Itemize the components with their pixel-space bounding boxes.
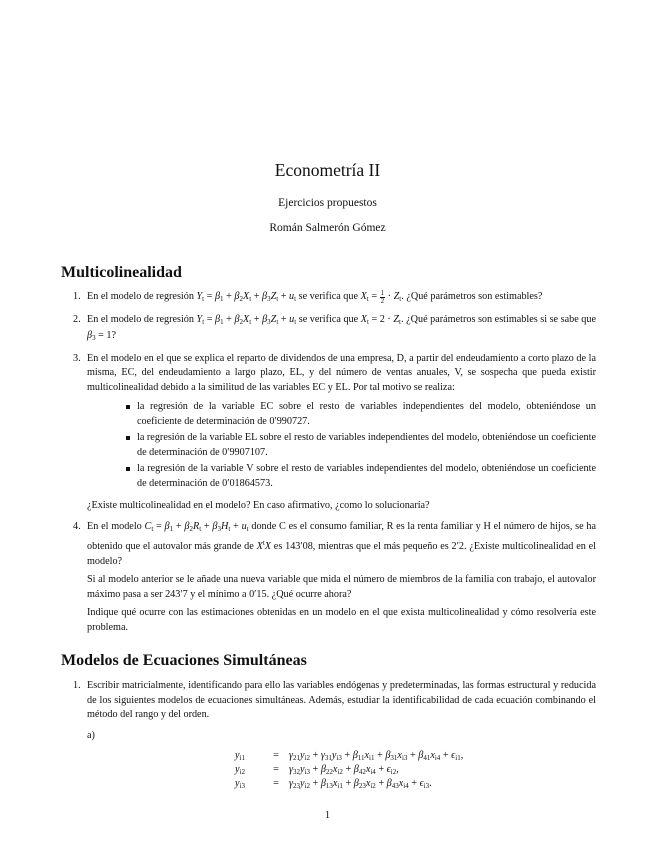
exercise-item [61,520,596,636]
bullet-square-icon [126,436,130,440]
equation-system [235,749,635,791]
exercise-item [61,313,596,346]
ecuaciones-list [61,679,596,797]
consumption-equation: $C_t = \beta_1 + \beta_2R_t + \beta_3H_t + u_t$ [144,520,249,533]
equation-row: $y_{i3}$ = $\gamma_{23}y_{i2} + \beta_{13}x_{i1} + \beta_{23}x_{i2} + \beta_{43}x_{i4} + \epsilon_{i3}$. [235,778,432,790]
document-author: Román Salmerón Gómez [269,222,386,234]
bullet-square-icon [126,405,130,409]
exercise-text: En el modelo de regresión $Y_t = \beta_1 + \beta_2X_t + \beta_3Z_t + u_t$ se verifica que $X_t = 2 \cdot Z_t$. ¿Qué parámetros son estimables si se sabe que $\beta_3 = 1$? [87,313,596,342]
item-number: 1. [73,680,81,691]
document-title: Econometría II [274,160,381,180]
exercise-followup: Indique qué ocurre con las estimaciones obtenidas en un modelo en el que exista multicolinealidad y cómo resolvería este problema. [87,607,596,633]
item-number: 2. [73,313,81,325]
document-subtitle: Ejercicios propuestos [278,197,377,209]
item-number: 3. [73,352,81,364]
exercise-text: Escribir matricialmente, identificando para ello las variables endógenas y predeterminadas, las formas estructural y reducida de los siguientes modelos de ecuaciones simultáneas. Además, estudiar la identificabilidad de cada ecuación combinando el método del rango y del orden. [87,680,596,720]
bullet-item: la regresión de la variable V sobre el resto de variables independientes del modelo, obteniéndose un coeficiente de determinación de 0′01864573. [113,462,596,491]
regression-equation: $Y_t = \beta_1 + \beta_2X_t + \beta_3Z_t + u_t$ [196,313,297,326]
item-number: 4. [73,520,81,532]
exercise-text: En el modelo en el que se explica el reparto de dividendos de una empresa, D, a partir del endeudamiento a corto plazo de la misma, EC, del endeudamiento a largo plazo, EL, y del número de ventas anuales, V, se sospecha que pueda existir multicolinealidad debido a la similitud de las variables EC y EL. Por tal motivo se realiza: [87,352,596,393]
regression-equation: $Y_t = \beta_1 + \beta_2X_t + \beta_3Z_t + u_t$ [196,291,297,303]
constraint-equation: $X_t = 2 \cdot Z_t$ [360,313,401,326]
multicolinealidad-list [61,290,596,641]
exercise-item [61,290,596,307]
exercise-item [61,679,596,791]
equation-row: $y_{i2}$ = $\gamma_{32}y_{i3} + \beta_{22}x_{i2} + \beta_{42}x_{i4} + \epsilon_{i2}$, [235,764,399,776]
xtx-matrix: $X^tX$ [256,539,271,552]
subexercise-label: a) [87,729,95,741]
section-heading-multicolinealidad: Multicolinealidad [61,264,182,281]
bullet-item: la regresión de la variable EL sobre el resto de variables independientes del modelo, obteniéndose un coeficiente de determinación de 0′9907107. [113,431,596,460]
bullet-list [113,400,596,491]
exercise-item [61,352,596,514]
exercise-question: ¿Existe multicolinealidad en el modelo? En caso afirmativo, ¿como lo solucionaría? [87,500,430,511]
beta-condition: $\beta_3 = 1$ [87,330,112,342]
bullet-item: la regresión de la variable EC sobre el resto de variables independientes del modelo, obteniéndose un coeficiente de determinación de 0′990727. [113,400,596,429]
bullet-square-icon [126,467,130,471]
page-number: 1 [324,810,331,821]
equation-row: $y_{i1}$ = $\gamma_{21}y_{i2} + \gamma_{31}y_{i3} + \beta_{11}x_{i1} + \beta_{31}x_{i3} + \beta_{41}x_{i4} + \epsilon_{i1}$, [235,750,464,762]
exercise-text: En el modelo de regresión $Y_t = \beta_1 + \beta_2X_t + \beta_3Z_t + u_t$ se verifica que $X_t$ = $\frac{1}{2}$ · $Z_t$. ¿Qué parámetros son estimables? [87,289,543,305]
exercise-text: En el modelo $C_t = \beta_1 + \beta_2R_t + \beta_3H_t + u_t$ donde C es el consumo familiar, R es la renta familiar y H el número de hijos, se ha obtenido que el autovalor más grande de $X^tX$ es 143′08, mientras que el más pequeño es 2′2. ¿Existe multicolinealidad en el modelo? [87,520,596,567]
item-number: 1. [73,291,81,302]
section-heading-ecuaciones: Modelos de Ecuaciones Simultáneas [61,652,307,669]
exercise-followup: Si al modelo anterior se le añade una nueva variable que mida el número de miembros de la familia con trabajo, el autovalor máximo pasa a ser 243′7 y el mínimo a 0′15. ¿Qué ocurre ahora? [87,574,596,600]
constraint-equation: $X_t$ = $\frac{1}{2}$ · $Z_t$ [360,289,402,305]
